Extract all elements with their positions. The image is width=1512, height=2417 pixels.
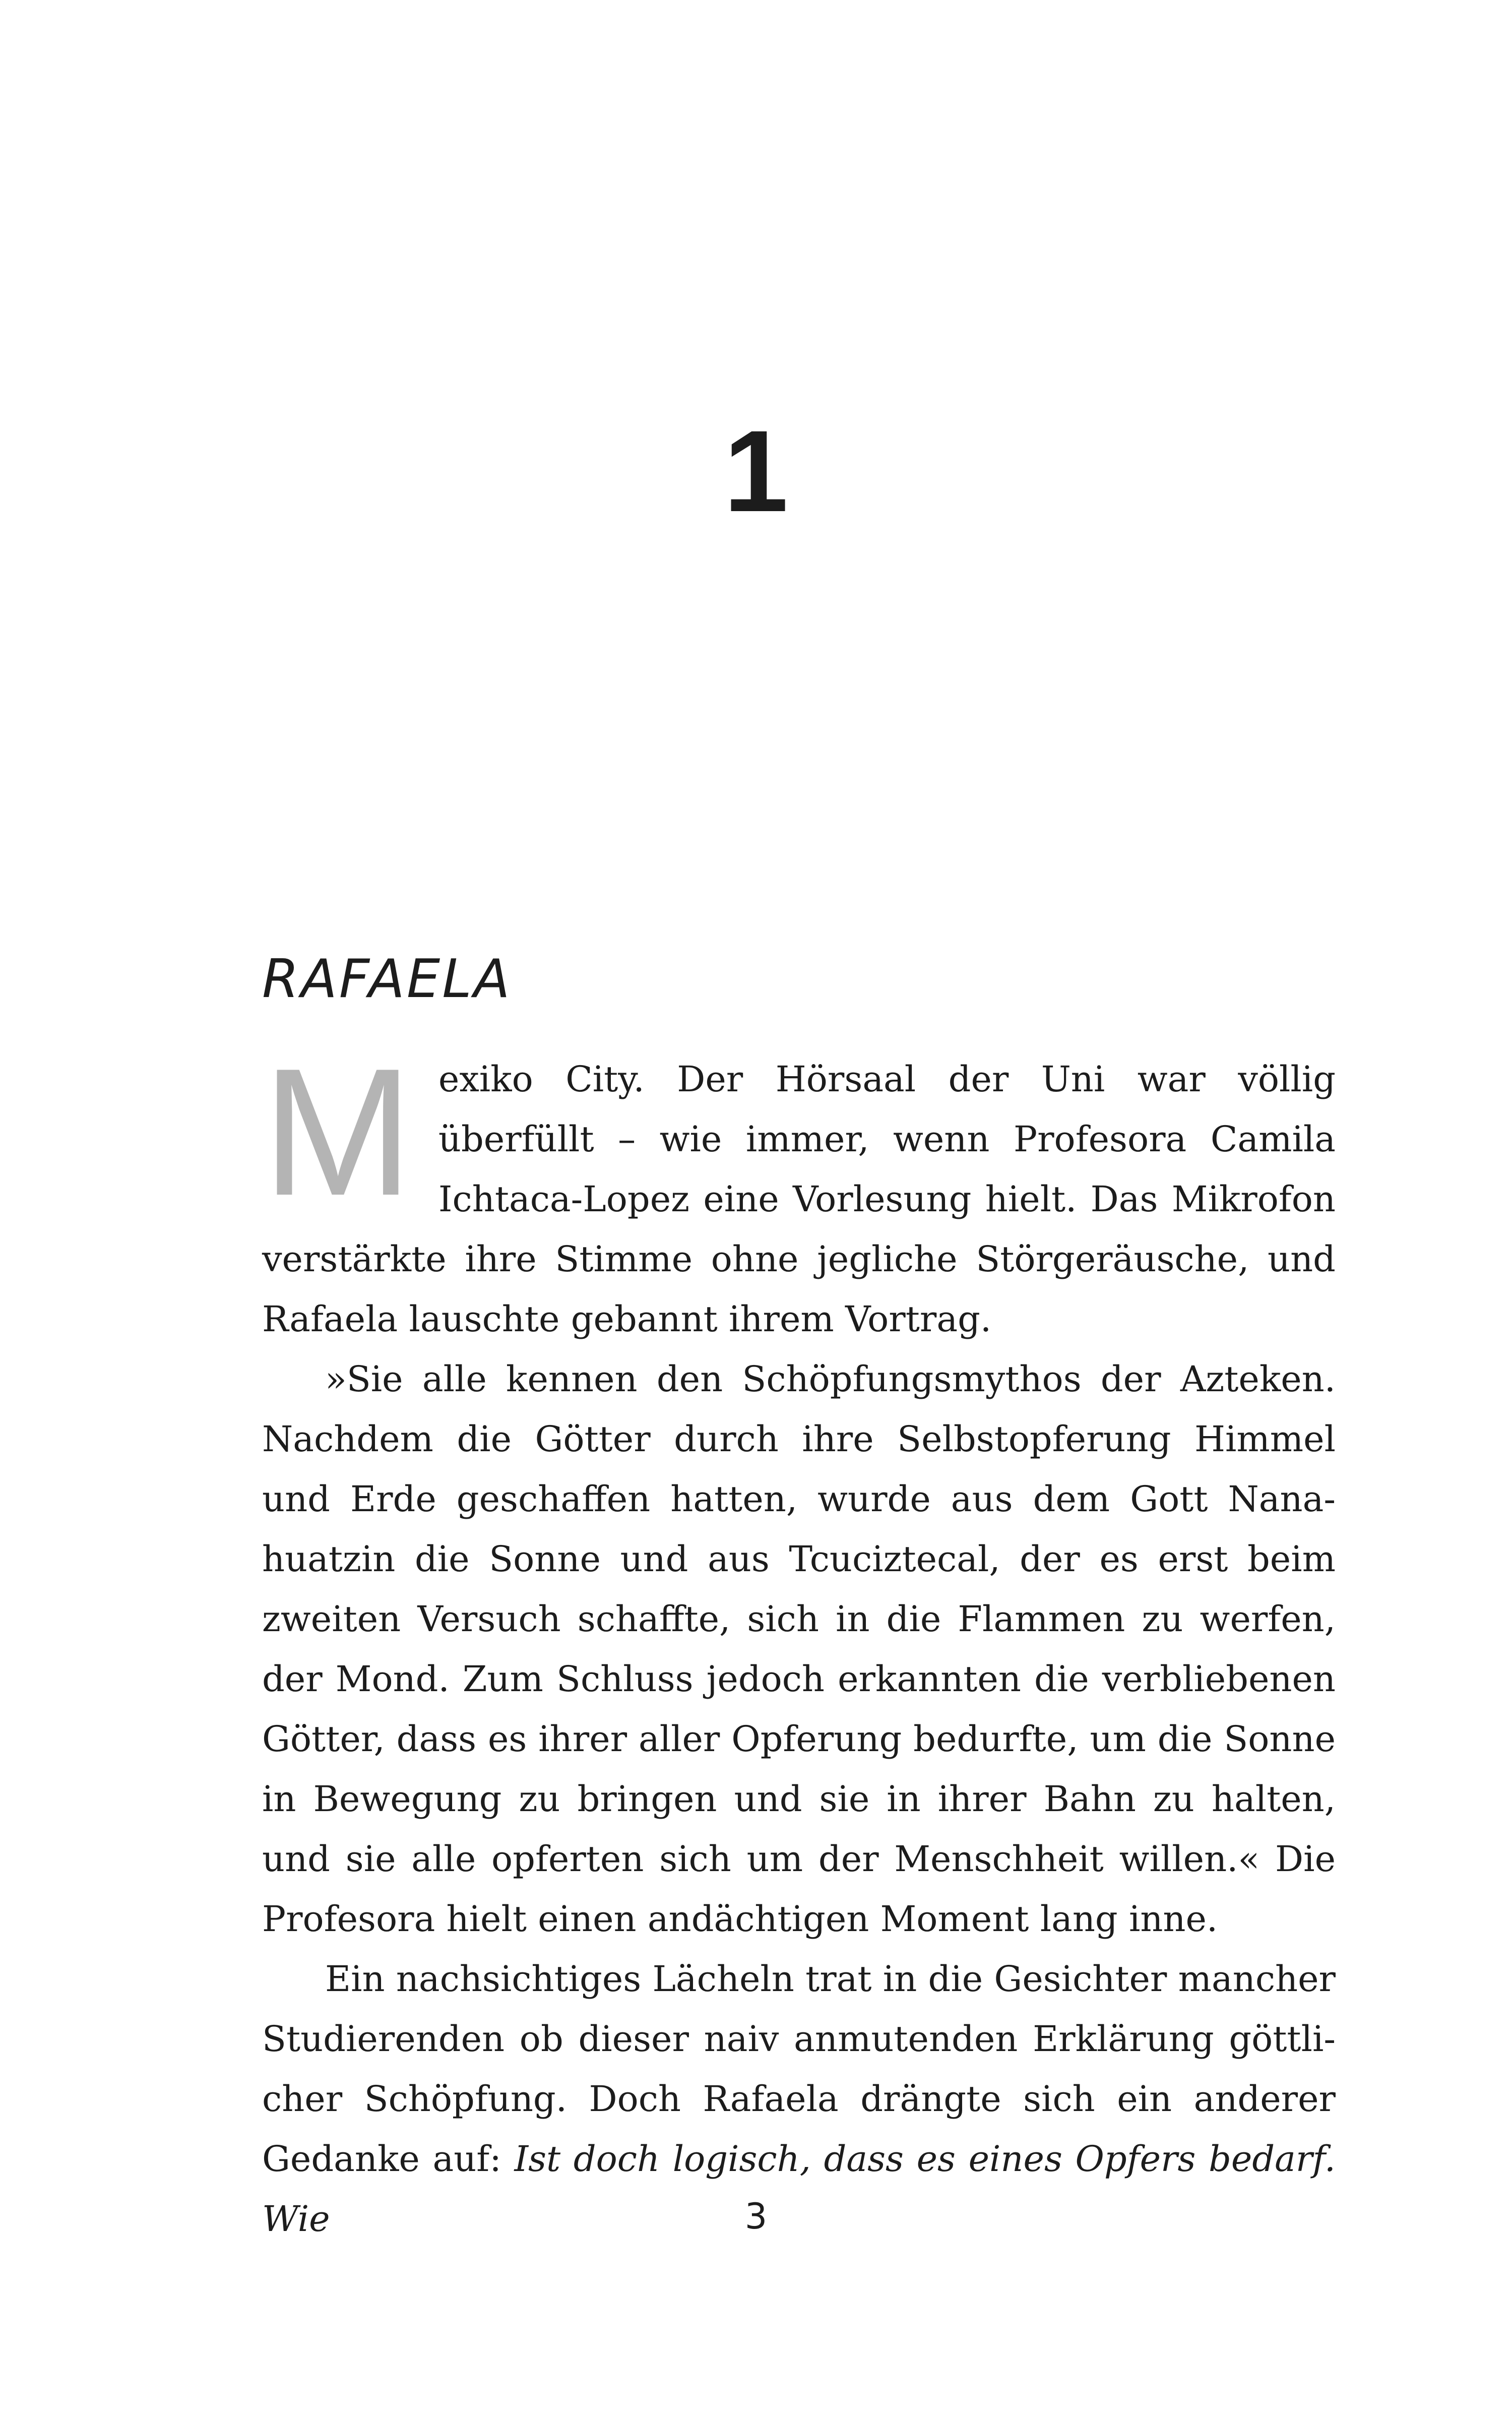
paragraph-3-italic-thought: Ist doch logisch, dass es eines Opfers bedarf. Wie: [262, 2138, 1336, 2240]
paragraph-2: »Sie alle kennen den Schöpfungsmythos der Azteken. Nachdem die Götter durch ihre Selbstopferung Himmel und Erde geschaffen hatten, wurde aus dem Gott Nanahuatzin die Sonne und aus Tcuciztecal, der es erst beim zweiten Versuch schaffte, sich in die Flammen zu werfen, der Mond. Zum Schluss jedoch erkannten die verbliebenen Götter, dass es ihrer aller Opferung bedurfte, um die Sonne in Bewegung zu bringen und sie in ihrer Bahn zu halten, und sie alle opferten sich um der Menschheit willen.« Die Profesora hielt einen andächtigen Moment lang inne.: [262, 1358, 1336, 1940]
chapter-body-text: [262, 1031, 1336, 2249]
drop-cap: M: [262, 1031, 413, 1233]
chapter-number: 1: [724, 406, 788, 536]
paragraph-1-text: exiko City. Der Hörsaal der Uni war völlig überfüllt – wie immer, wenn Profesora Camila Ichtaca-Lopez eine Vorlesung hielt. Das Mikrofon verstärkte ihre Stimme ohne jegliche Störgeräusche, und Rafaela lauschte gebannt ihrem Vortrag.: [262, 1059, 1336, 1340]
paragraph-1: [262, 1031, 1336, 1349]
paragraph-3-text: Ein nachsichtiges Lächeln trat in die Gesichter mancher Studierenden ob dieser naiv anmutenden Erklärung göttlicher Schöpfung. Doch Rafaela drängte sich ein anderer Gedanke auf:: [262, 1958, 1336, 2180]
page-number: 3: [744, 2196, 768, 2237]
pov-character-heading: RAFAELA: [262, 948, 512, 1010]
